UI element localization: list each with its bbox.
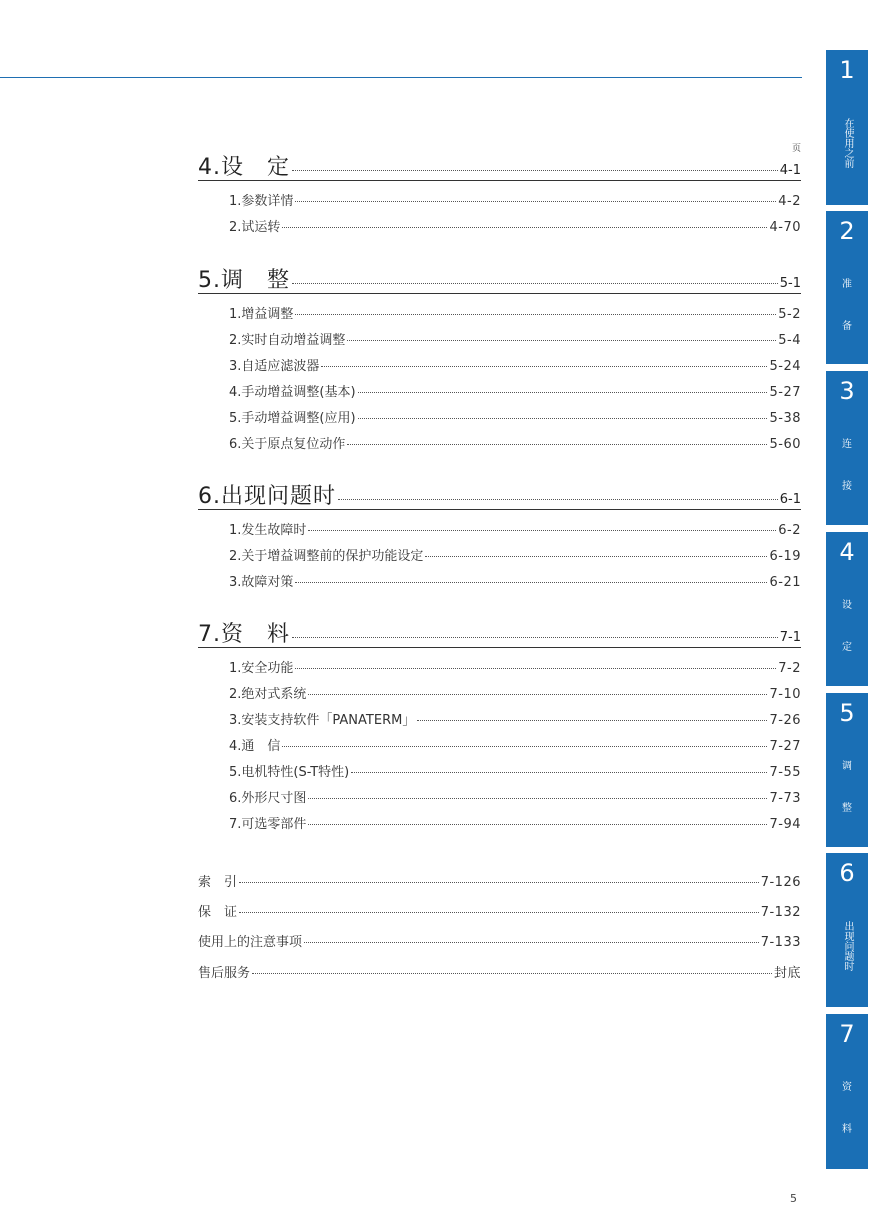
- item-page: 5-27: [769, 385, 801, 400]
- section-page: 6-1: [779, 492, 801, 507]
- extra-label: 售后服务: [198, 966, 251, 981]
- item-label: 6.外形尺寸图: [229, 791, 307, 806]
- item-page: 4-2: [778, 194, 801, 209]
- dot-leader: [295, 201, 776, 202]
- dot-leader: [338, 499, 778, 500]
- extra-label: 保 证: [198, 905, 238, 920]
- toc-item[interactable]: [229, 303, 801, 322]
- dot-leader: [358, 392, 768, 393]
- chapter-tab-3[interactable]: [826, 371, 868, 525]
- item-label: 5.电机特性(S-T特性): [229, 765, 350, 780]
- item-page: 7-2: [778, 661, 801, 676]
- item-page: 7-10: [769, 687, 801, 702]
- tab-number: 3: [839, 377, 855, 405]
- item-page: 7-73: [769, 791, 801, 806]
- toc-item[interactable]: [229, 787, 801, 806]
- dot-leader: [295, 668, 776, 669]
- dot-leader: [282, 746, 767, 747]
- tab-label-top: 调: [842, 761, 852, 772]
- section-page: 4-1: [779, 163, 801, 178]
- toc-section-6[interactable]: [198, 479, 801, 510]
- item-label: 1.增益调整: [229, 307, 294, 322]
- item-page: 5-4: [778, 333, 801, 348]
- dot-leader: [308, 798, 767, 799]
- item-label: 2.绝对式系统: [229, 687, 307, 702]
- dot-leader: [347, 444, 767, 445]
- toc-item[interactable]: [229, 761, 801, 780]
- extra-label: 使用上的注意事项: [198, 935, 303, 950]
- toc-item[interactable]: [229, 519, 801, 538]
- section-title: 6.出现问题时: [198, 484, 336, 509]
- tab-label-top: 设: [842, 600, 852, 611]
- tab-label-top: 资: [842, 1082, 852, 1093]
- toc-item[interactable]: [229, 216, 801, 235]
- toc-item[interactable]: [229, 545, 801, 564]
- tab-number: 4: [839, 538, 855, 566]
- page-number: 5: [790, 1192, 797, 1205]
- dot-leader: [252, 973, 772, 974]
- tab-label-bottom: 备: [842, 321, 852, 332]
- dot-leader: [292, 283, 778, 284]
- tab-label-bottom: 接: [842, 481, 852, 492]
- chapter-tab-6[interactable]: [826, 853, 868, 1007]
- dot-leader: [295, 314, 776, 315]
- extra-page: 封底: [773, 966, 801, 981]
- dot-leader: [292, 637, 778, 638]
- toc-extra-warranty[interactable]: [198, 901, 801, 920]
- dot-leader: [425, 556, 767, 557]
- dot-leader: [282, 227, 767, 228]
- dot-leader: [351, 772, 767, 773]
- tab-number: 6: [839, 859, 855, 887]
- section-title: 5.调 整: [198, 268, 290, 293]
- dot-leader: [358, 418, 768, 419]
- extra-page: 7-133: [760, 935, 801, 950]
- item-page: 7-55: [769, 765, 801, 780]
- dot-leader: [239, 912, 759, 913]
- section-rule: [198, 647, 801, 648]
- chapter-tab-2[interactable]: [826, 211, 868, 364]
- toc-item[interactable]: [229, 683, 801, 702]
- tab-label-bottom: 料: [842, 1124, 852, 1135]
- tab-label-top: 准: [842, 279, 852, 290]
- item-label: 1.发生故障时: [229, 523, 307, 538]
- tab-number: 2: [839, 217, 855, 245]
- item-page: 4-70: [769, 220, 801, 235]
- item-label: 7.可选零部件: [229, 817, 307, 832]
- item-page: 5-60: [769, 437, 801, 452]
- dot-leader: [308, 694, 767, 695]
- toc-item[interactable]: [229, 709, 801, 728]
- extra-page: 7-126: [760, 875, 801, 890]
- tab-number: 5: [839, 699, 855, 727]
- item-label: 2.试运转: [229, 220, 281, 235]
- item-page: 5-24: [769, 359, 801, 374]
- chapter-tab-5[interactable]: [826, 693, 868, 847]
- item-label: 4.手动增益调整(基本): [229, 385, 356, 400]
- item-label: 3.安装支持软件「PANATERM」: [229, 713, 416, 728]
- section-title: 4.设 定: [198, 155, 290, 180]
- item-label: 1.参数详情: [229, 194, 294, 209]
- item-page: 5-2: [778, 307, 801, 322]
- item-page: 6-2: [778, 523, 801, 538]
- toc-section-5[interactable]: [198, 263, 801, 294]
- dot-leader: [347, 340, 776, 341]
- extra-page: 7-132: [760, 905, 801, 920]
- page-column-label: 页: [791, 144, 801, 154]
- item-label: 2.关于增益调整前的保护功能设定: [229, 549, 424, 564]
- item-page: 7-26: [769, 713, 801, 728]
- dot-leader: [417, 720, 767, 721]
- item-label: 3.故障对策: [229, 575, 294, 590]
- toc-item[interactable]: [229, 735, 801, 754]
- tab-number: 1: [839, 56, 855, 84]
- item-label: 6.关于原点复位动作: [229, 437, 346, 452]
- toc-item[interactable]: [229, 657, 801, 676]
- section-rule: [198, 293, 801, 294]
- tab-label: 出现问题时: [842, 921, 853, 971]
- item-label: 5.手动增益调整(应用): [229, 411, 356, 426]
- header-rule: [0, 77, 802, 78]
- item-label: 3.自适应滤波器: [229, 359, 320, 374]
- section-title: 7.资 料: [198, 622, 290, 647]
- item-label: 1.安全功能: [229, 661, 294, 676]
- dot-leader: [295, 582, 767, 583]
- toc-extra-index[interactable]: [198, 871, 801, 890]
- item-page: 7-94: [769, 817, 801, 832]
- toc-item[interactable]: [229, 813, 801, 832]
- section-page: 7-1: [779, 630, 801, 645]
- item-page: 5-38: [769, 411, 801, 426]
- tab-label: 在使用之前: [842, 118, 853, 168]
- dot-leader: [292, 170, 778, 171]
- toc-extra-service[interactable]: [198, 962, 801, 981]
- item-page: 7-27: [769, 739, 801, 754]
- toc-extra-precautions[interactable]: [198, 931, 801, 950]
- dot-leader: [321, 366, 767, 367]
- toc-item[interactable]: [229, 355, 801, 374]
- section-rule: [198, 509, 801, 510]
- toc-item[interactable]: [229, 407, 801, 426]
- item-label: 2.实时自动增益调整: [229, 333, 346, 348]
- toc-section-7[interactable]: [198, 617, 801, 648]
- toc-item[interactable]: [229, 190, 801, 209]
- toc-item[interactable]: [229, 329, 801, 348]
- item-page: 6-21: [769, 575, 801, 590]
- dot-leader: [308, 824, 767, 825]
- dot-leader: [304, 942, 759, 943]
- chapter-tab-7[interactable]: [826, 1014, 868, 1169]
- toc-section-4[interactable]: [198, 150, 801, 181]
- tab-label-top: 连: [842, 439, 852, 450]
- chapter-tab-4[interactable]: [826, 532, 868, 686]
- toc-item[interactable]: [229, 433, 801, 452]
- item-label: 4.通 信: [229, 739, 281, 754]
- tab-label-bottom: 整: [842, 803, 852, 814]
- section-rule: [198, 180, 801, 181]
- dot-leader: [239, 882, 759, 883]
- tab-label-bottom: 定: [842, 642, 852, 653]
- section-page: 5-1: [779, 276, 801, 291]
- tab-number: 7: [839, 1020, 855, 1048]
- toc-item[interactable]: [229, 381, 801, 400]
- chapter-tab-1[interactable]: [826, 50, 868, 205]
- item-page: 6-19: [769, 549, 801, 564]
- dot-leader: [308, 530, 776, 531]
- toc-item[interactable]: [229, 571, 801, 590]
- extra-label: 索 引: [198, 875, 238, 890]
